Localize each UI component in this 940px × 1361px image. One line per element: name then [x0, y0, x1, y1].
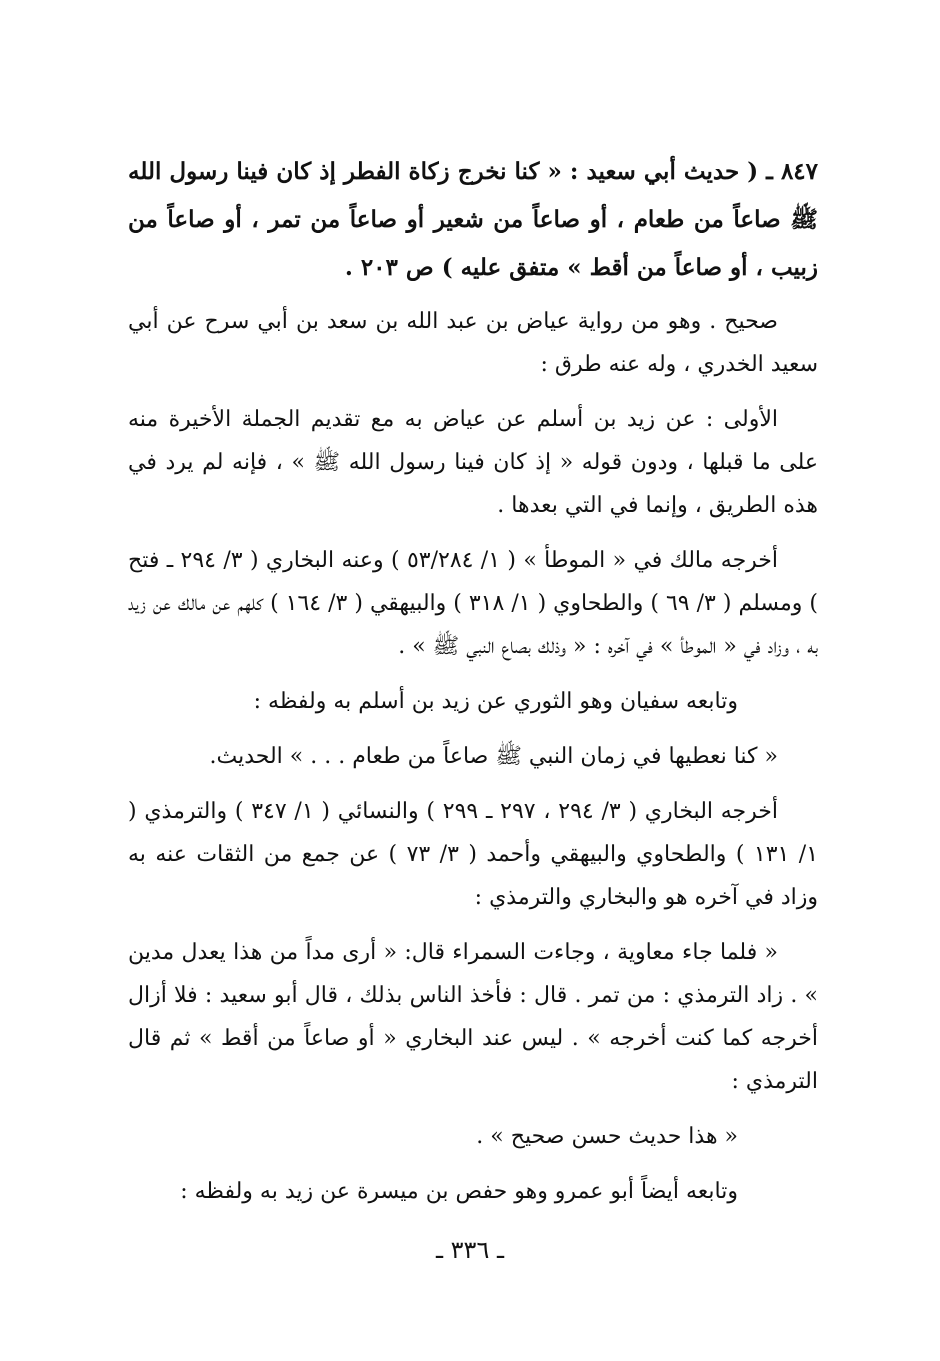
page-number: ـ ٣٣٦ ـ — [435, 1236, 504, 1264]
malik-takhrij-paragraph: أخرجه مالك في « الموطأ » ( ١/ ٥٣/٢٨٤ ) وعنه البخاري ( ٣/ ٢٩٤ ـ فتح ) ومسلم ( ٣/ ٦٩ ) والطحاوي ( ١/ ٣١٨ ) والبيهقي ( ٣/ ١٦٤ ) كلهم عن مالك عن زيد به ، وزاد في « الموطأ » في آخره : « وذلك بصاع النبي ﷺ » . — [128, 548, 819, 659]
sufyan-text-paragraph: « كنا نعطيها في زمان النبي ﷺ صاعاً من طعام . . . » الحديث. — [209, 744, 778, 769]
muawiya-text-paragraph: « فلما جاء معاوية ، وجاءت السمراء قال: « أرى مداً من هذا يعدل مدين » . زاد الترمذي : من تمر . قال : فأخذ الناس بذلك ، قال أبو سعيد : فلا أزال أخرجه كما كنت أخرجه » . ليس عند البخاري « أو صاعاً من أقط » ثم قال الترمذي : — [128, 940, 818, 1094]
grading-paragraph: صحيح . وهو من رواية عياض بن عبد الله بن سعد بن أبي سرح عن أبي سعيد الخدري ، وله عنه طرق : — [128, 309, 818, 377]
first-route-paragraph: الأولى : عن زيد بن أسلم عن عياض به مع تقديم الجملة الأخيرة منه على ما قبلها ، ودون قوله « إذ كان فينا رسول الله ﷺ » ، فإنه لم يرد في هذه الطريق ، وإنما في التي بعدها . — [128, 407, 818, 518]
page-body — [128, 148, 818, 1225]
abu-amr-follow-paragraph: وتابعه أيضاً أبو عمرو وهو حفص بن ميسرة عن زيد به ولفظه : — [180, 1179, 738, 1204]
hadith-847-heading: ٨٤٧ ـ ( حديث أبي سعيد : « كنا نخرج زكاة الفطر إذ كان فينا رسول الله ﷺ صاعاً من طعام ، أو صاعاً من شعير أو صاعاً من تمر ، أو صاعاً من زبيب ، أو صاعاً من أقط » متفق عليه ) ص ٢٠٣ . — [128, 158, 818, 281]
tirmidhi-grade-paragraph: « هذا حديث حسن صحيح » . — [476, 1124, 738, 1149]
bukhari-takhrij-paragraph: أخرجه البخاري ( ٣/ ٢٩٤ ، ٢٩٧ ـ ٢٩٩ ) والنسائي ( ١/ ٣٤٧ ) والترمذي ( ١/ ١٣١ ) والطحاوي والبيهقي وأحمد ( ٣/ ٧٣ ) عن جمع من الثقات عنه به وزاد في آخره هو والبخاري والترمذي : — [128, 799, 819, 910]
sufyan-follow-paragraph: وتابعه سفيان وهو الثوري عن زيد بن أسلم به ولفظه : — [253, 689, 738, 714]
